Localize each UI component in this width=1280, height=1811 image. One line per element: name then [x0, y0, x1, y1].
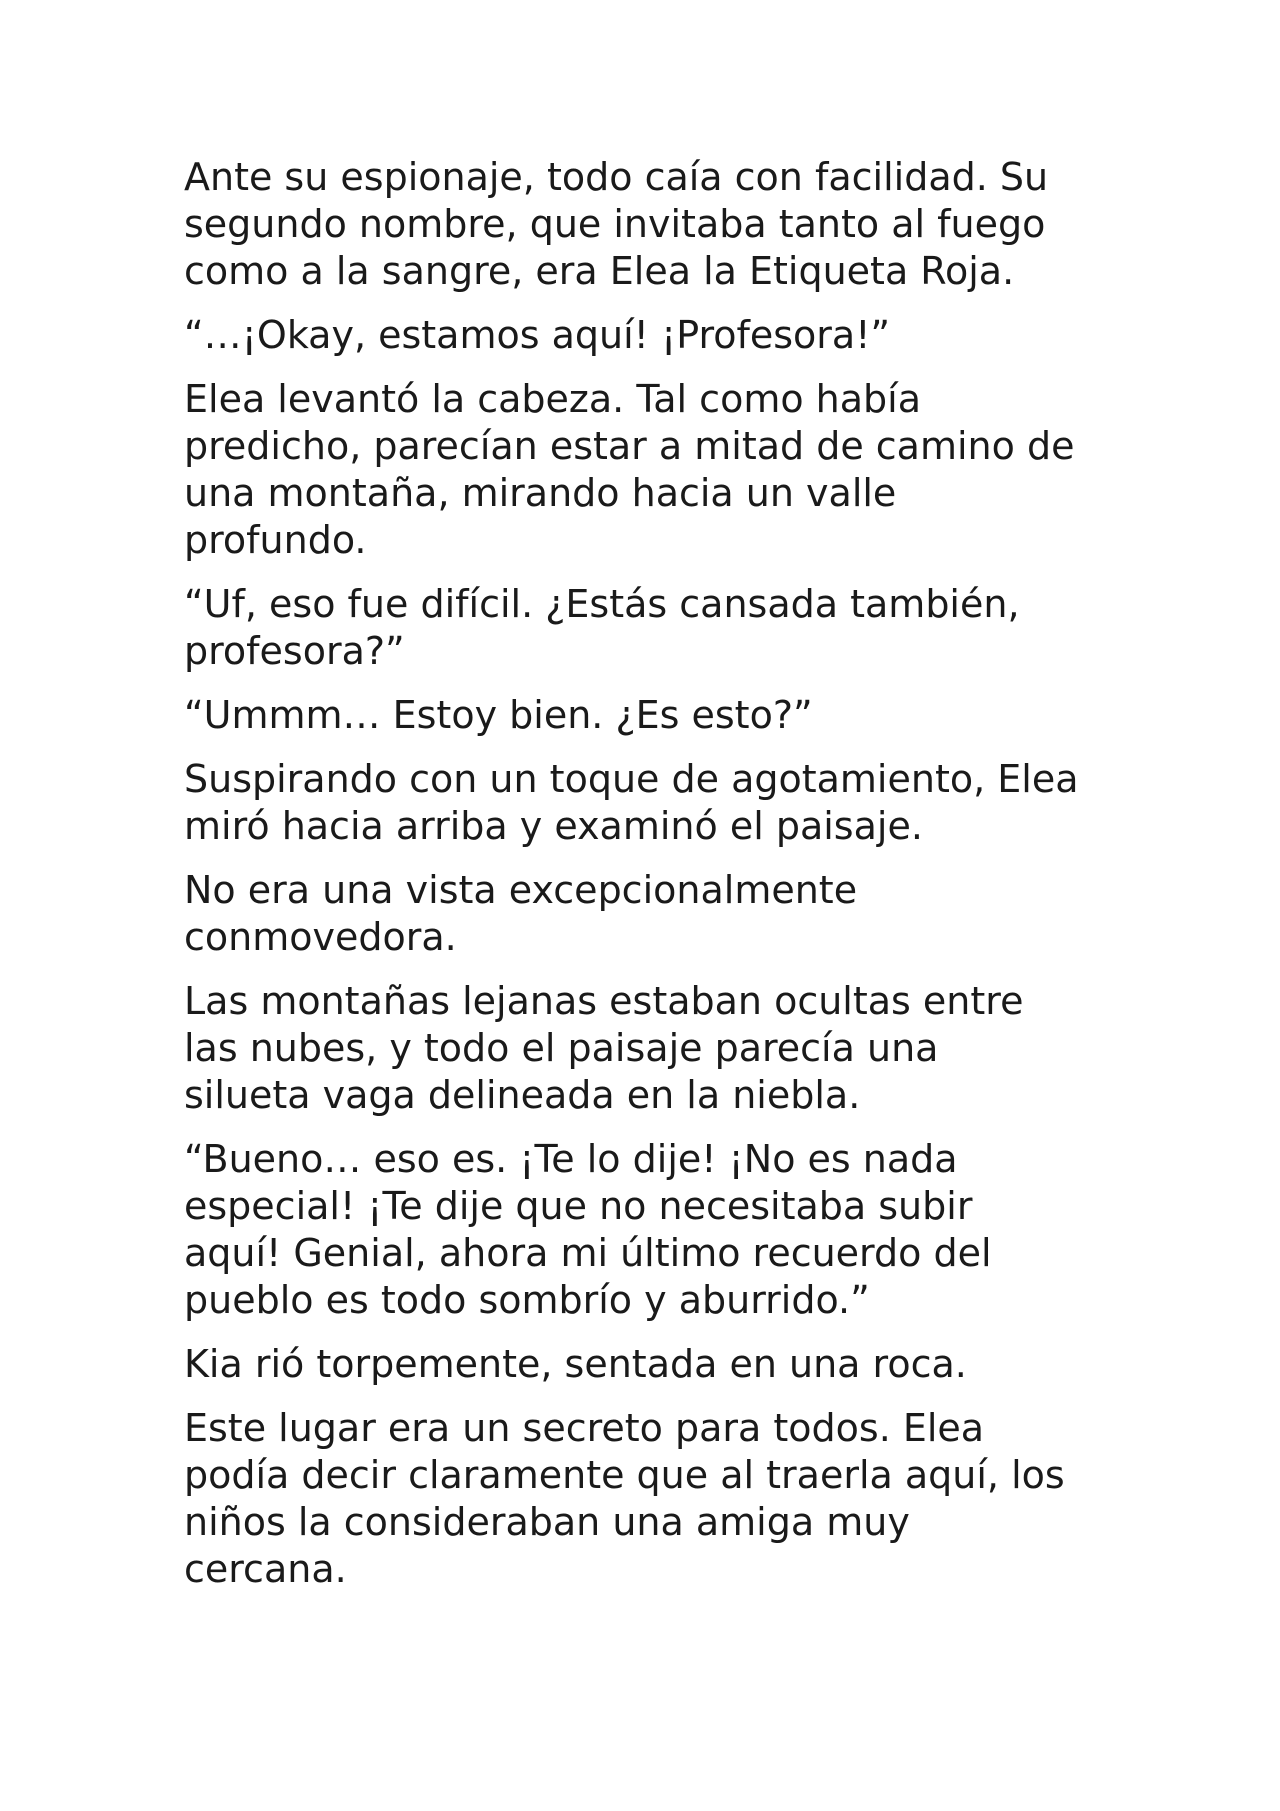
- paragraph-8: [184, 978, 1124, 1119]
- text-line: segundo nombre, que invitaba tanto al fuego: [184, 202, 1046, 246]
- paragraph-5: [184, 692, 1124, 739]
- text-line: podía decir claramente que al traerla aquí, los: [184, 1453, 1065, 1497]
- text-line: conmovedora.: [184, 915, 457, 959]
- text-line: Las montañas lejanas estaban ocultas entre: [184, 979, 1024, 1023]
- paragraph-11: [184, 1405, 1124, 1593]
- text-line: Suspirando con un toque de agotamiento, Elea: [184, 757, 1079, 801]
- text-line: “Bueno… eso es. ¡Te lo dije! ¡No es nada: [184, 1137, 958, 1181]
- text-line: Ante su espionaje, todo caía con facilidad. Su: [184, 155, 1049, 199]
- text-line: pueblo es todo sombrío y aburrido.”: [184, 1278, 870, 1322]
- text-line: especial! ¡Te dije que no necesitaba subir: [184, 1184, 973, 1228]
- text-line: profundo.: [184, 518, 367, 562]
- paragraph-4: [184, 581, 1124, 675]
- paragraph-3: [184, 376, 1124, 564]
- text-line: Kia rió torpemente, sentada en una roca.: [184, 1342, 967, 1386]
- paragraph-10: [184, 1341, 1124, 1388]
- text-line: predicho, parecían estar a mitad de camino de: [184, 424, 1075, 468]
- text-line: Este lugar era un secreto para todos. Elea: [184, 1406, 985, 1450]
- text-line: miró hacia arriba y examinó el paisaje.: [184, 804, 923, 848]
- text-line: aquí! Genial, ahora mi último recuerdo del: [184, 1231, 992, 1275]
- text-line: una montaña, mirando hacia un valle: [184, 471, 897, 515]
- paragraph-9: [184, 1136, 1124, 1324]
- text-line: “Ummm… Estoy bien. ¿Es esto?”: [184, 693, 813, 737]
- paragraph-1: [184, 154, 1124, 295]
- paragraph-2: [184, 312, 1124, 359]
- body-text: [184, 154, 1124, 1610]
- paragraph-7: [184, 867, 1124, 961]
- paragraph-6: [184, 756, 1124, 850]
- text-line: como a la sangre, era Elea la Etiqueta Roja.: [184, 249, 1015, 293]
- text-line: “Uf, eso fue difícil. ¿Estás cansada también,: [184, 582, 1020, 626]
- text-line: niños la consideraban una amiga muy: [184, 1500, 910, 1544]
- text-line: las nubes, y todo el paisaje parecía una: [184, 1026, 939, 1070]
- text-line: silueta vaga delineada en la niebla.: [184, 1073, 861, 1117]
- text-line: cercana.: [184, 1547, 347, 1591]
- text-line: Elea levantó la cabeza. Tal como había: [184, 377, 921, 421]
- text-line: No era una vista excepcionalmente: [184, 868, 858, 912]
- text-line: profesora?”: [184, 629, 405, 673]
- text-line: “…¡Okay, estamos aquí! ¡Profesora!”: [184, 313, 891, 357]
